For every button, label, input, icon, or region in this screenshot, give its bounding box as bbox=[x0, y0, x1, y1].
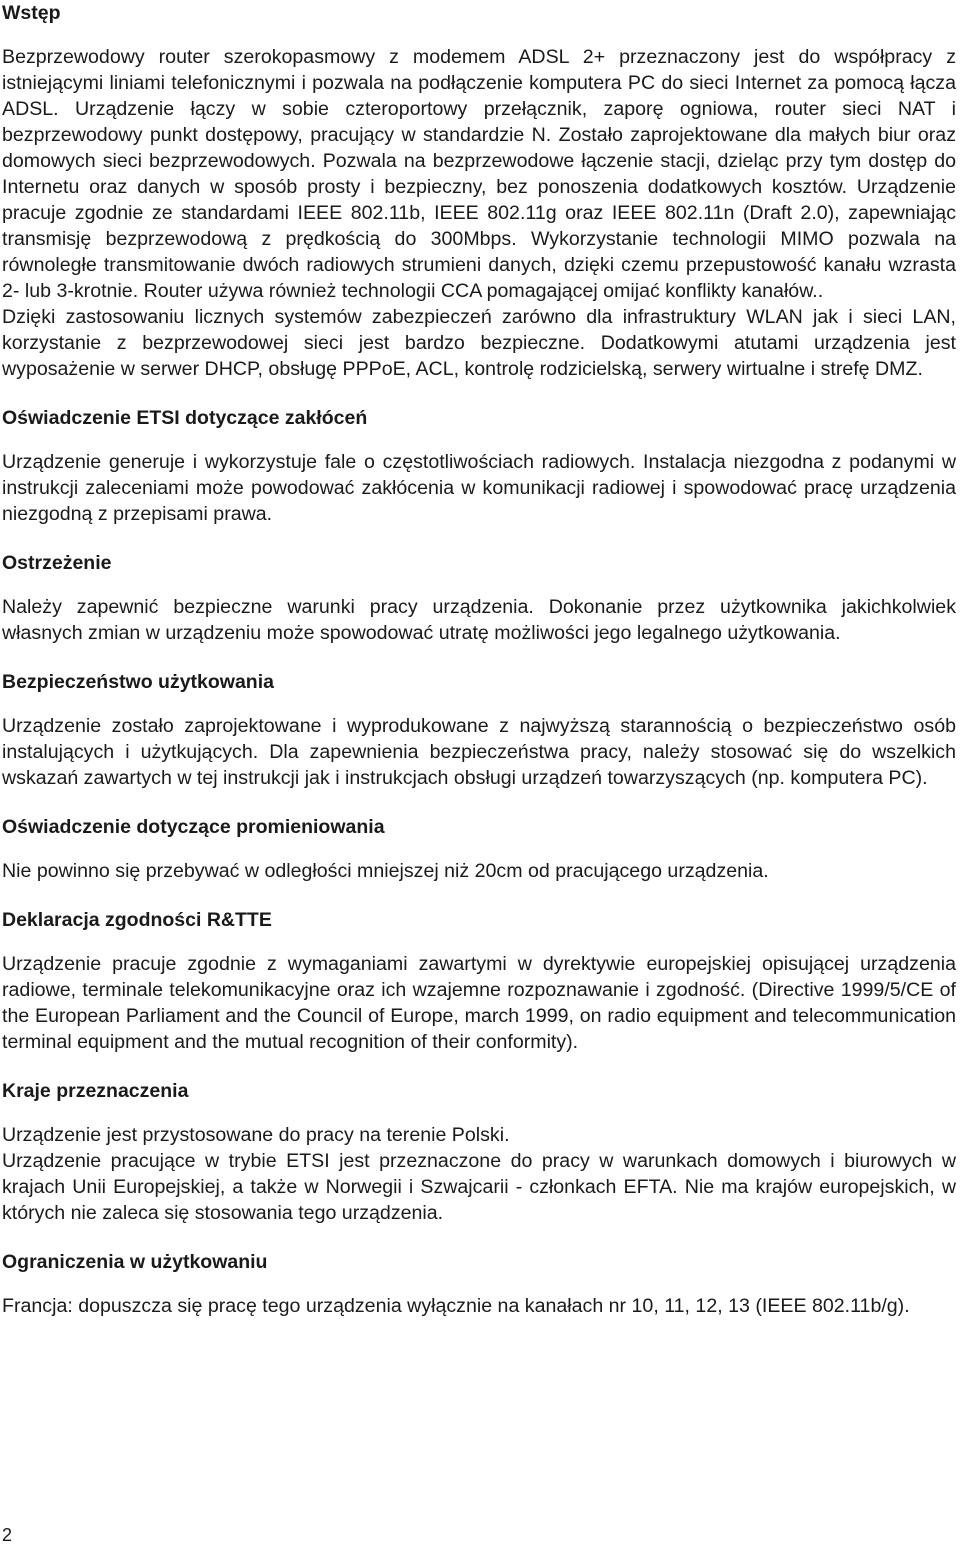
section-heading-restrictions: Ograniczenia w użytkowaniu bbox=[2, 1251, 268, 1273]
section-heading-safety: Bezpieczeństwo użytkowania bbox=[2, 671, 274, 693]
paragraph-restrictions: Francja: dopuszcza się pracę tego urządzenia wyłącznie na kanałach nr 10, 11, 12, 13 (IEEE 802.11b/g). bbox=[2, 1295, 910, 1317]
paragraph-intro-1: Bezprzewodowy router szerokopasmowy z modemem ADSL 2+ przeznaczony jest do współpracy z istniejącymi liniami telefonicznymi i pozwala na podłączenie komputera PC do sieci Internet za pomocą łącza ADSL. Urządzenie łączy w sobie czteroportowy przełącznik, zaporę ogniowa, router sieci NAT i bezprzewodowy punkt dostępowy, pracujący w standardzie N. Zostało zaprojektowane dla małych biur oraz domowych sieci bezprzewodowych. Pozwala na bezprzewodowe łączenie stacji, dzieląc przy tym dostęp do Internetu oraz danych w sposób prosty i bezpieczny, bez ponoszenia dodatkowych kosztów. Urządzenie pracuje zgodnie ze standardami IEEE 802.11b, IEEE 802.11g oraz IEEE 802.11n (Draft 2.0), zapewniając transmisję bezprzewodową z prędkością do 300Mbps. Wykorzystanie technologii MIMO pozwala na równoległe transmitowanie dwóch radiowych strumieni danych, dzięki czemu przepustowość kanału wzrasta 2- lub 3-krotnie. Router używa również technologii CCA pomagającej omijać konflikty kanałów.. bbox=[2, 46, 956, 302]
section-heading-radiation: Oświadczenie dotyczące promieniowania bbox=[2, 816, 385, 838]
paragraph-intro-2: Dzięki zastosowaniu licznych systemów zabezpieczeń zarówno dla infrastruktury WLAN jak i sieci LAN, korzystanie z bezprzewodowej sieci jest bardzo bezpieczne. Dodatkowymi atutami urządzenia jest wyposażenie w serwer DHCP, obsługę PPPoE, ACL, kontrolę rodzicielską, serwery wirtualne i strefę DMZ. bbox=[2, 306, 956, 380]
section-safety bbox=[2, 669, 956, 791]
paragraph-rtte: Urządzenie pracuje zgodnie z wymaganiami zawartymi w dyrektywie europejskiej opisującej urządzenia radiowe, terminale telekomunikacyjne oraz ich wzajemne rozpoznawanie i zgodność. (Directive 1999/5/CE of the European Parliament and the Council of Europe, march 1999, on radio equipment and telecommunication terminal equipment and the mutual recognition of their conformity). bbox=[2, 953, 956, 1053]
section-restrictions bbox=[2, 1249, 956, 1319]
section-warning bbox=[2, 550, 956, 646]
paragraph-safety: Urządzenie zostało zaprojektowane i wyprodukowane z najwyższą starannością o bezpieczeństwo osób instalujących i użytkujących. Dla zapewnienia bezpieczeństwa pracy, należy stosować się do wszelkich wskazań zawartych w tej instrukcji jak i instrukcjach obsługi urządzeń towarzyszących (np. komputera PC). bbox=[2, 715, 956, 789]
page-number: 2 bbox=[2, 1525, 13, 1545]
section-heading-etsi: Oświadczenie ETSI dotyczące zakłóceń bbox=[2, 407, 368, 429]
section-countries bbox=[2, 1078, 956, 1226]
paragraph-radiation: Nie powinno się przebywać w odległości mniejszej niż 20cm od pracującego urządzenia. bbox=[2, 860, 769, 882]
paragraph-etsi: Urządzenie generuje i wykorzystuje fale o częstotliwościach radiowych. Instalacja niezgodna z podanymi w instrukcji zaleceniami może powodować zakłócenia w komunikacji radiowej i spowodować pracę urządzenia niezgodną z przepisami prawa. bbox=[2, 451, 956, 525]
section-radiation bbox=[2, 814, 956, 884]
paragraph-countries-2: Urządzenie pracujące w trybie ETSI jest przeznaczone do pracy w warunkach domowych i biurowych w krajach Unii Europejskiej, a także w Norwegii i Szwajcarii - członkach EFTA. Nie ma krajów europejskich, w których nie zaleca się stosowania tego urządzenia. bbox=[2, 1150, 956, 1224]
section-intro bbox=[2, 0, 956, 382]
section-rtte bbox=[2, 907, 956, 1055]
paragraph-countries-1: Urządzenie jest przystosowane do pracy na terenie Polski. bbox=[2, 1124, 510, 1146]
paragraph-warning: Należy zapewnić bezpieczne warunki pracy urządzenia. Dokonanie przez użytkownika jakichkolwiek własnych zmian w urządzeniu może spowodować utratę możliwości jego legalnego użytkowania. bbox=[2, 596, 956, 644]
section-heading-rtte: Deklaracja zgodności R&TTE bbox=[2, 909, 272, 931]
document-page bbox=[2, 0, 956, 1319]
section-heading-countries: Kraje przeznaczenia bbox=[2, 1080, 189, 1102]
section-etsi bbox=[2, 405, 956, 527]
section-heading-intro: Wstęp bbox=[2, 2, 61, 24]
section-heading-warning: Ostrzeżenie bbox=[2, 552, 112, 574]
